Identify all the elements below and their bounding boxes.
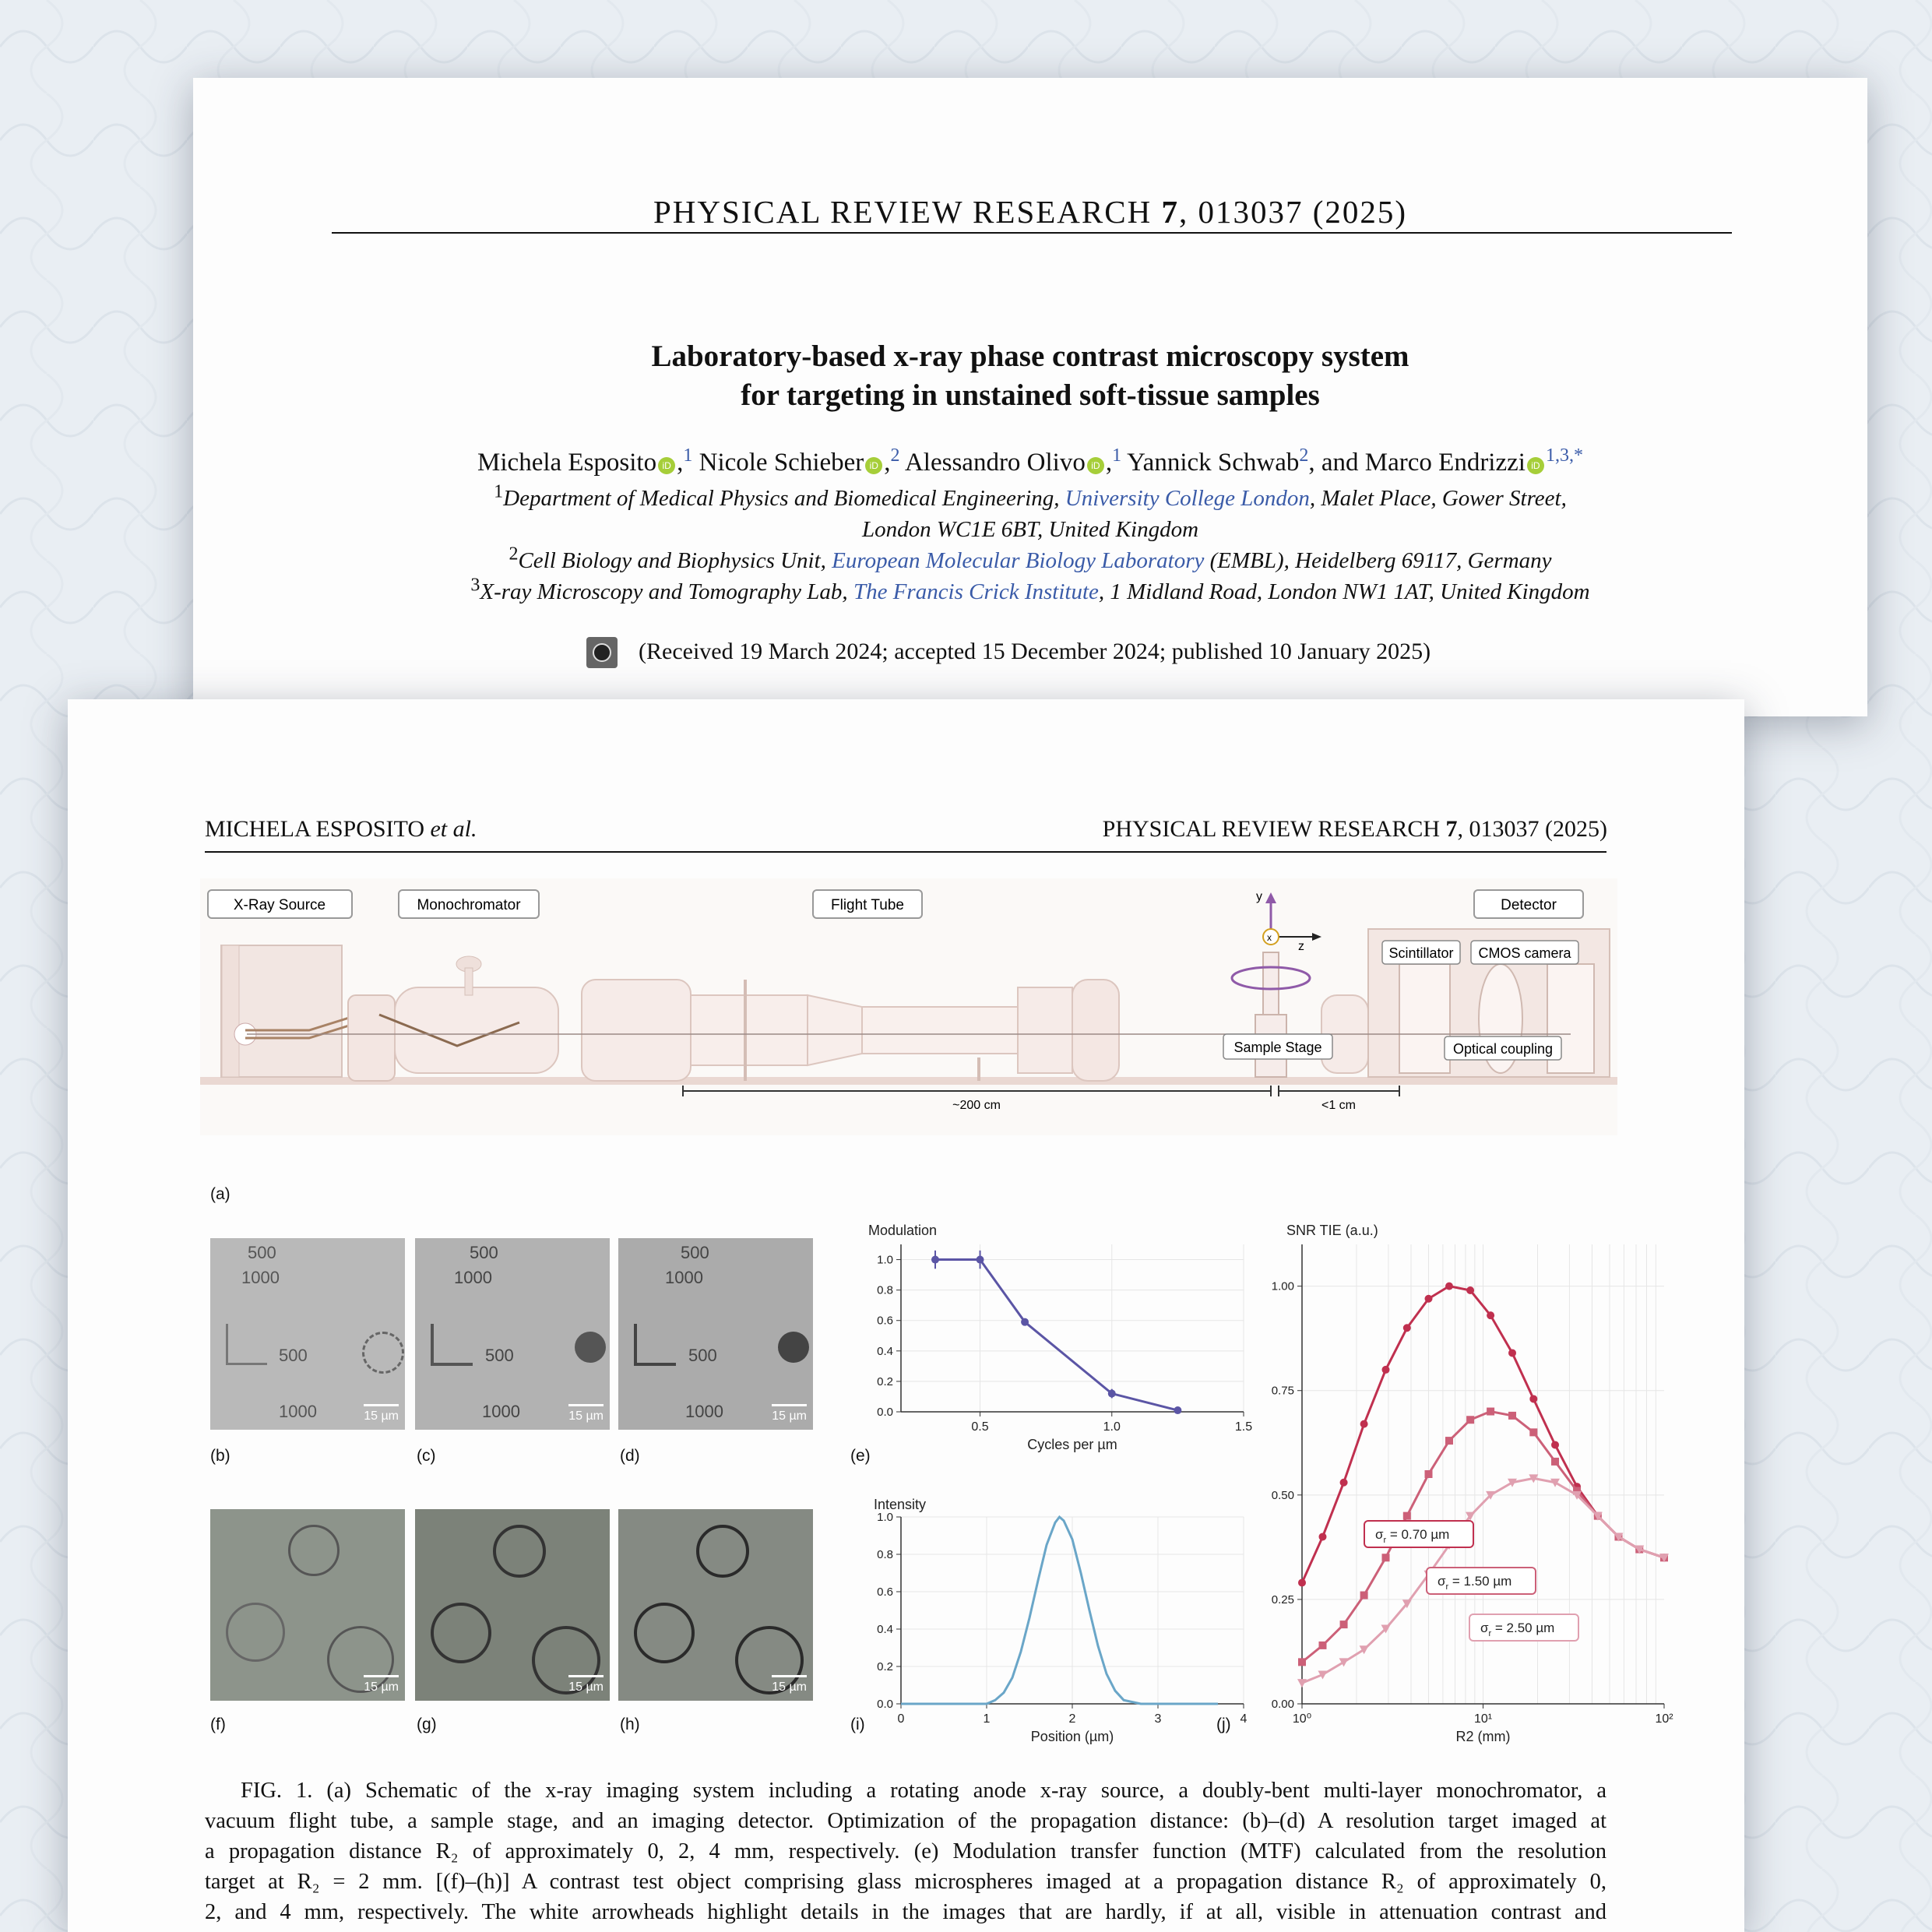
- x-axis-label: R2 (mm): [1455, 1729, 1511, 1744]
- y-tick-label: 0.2: [877, 1660, 893, 1673]
- x-tick-label: 10²: [1655, 1712, 1673, 1726]
- author-3[interactable]: Alessandro Olivo: [904, 449, 1086, 477]
- caption-line: vacuum flight tube, a sample stage, and an imaging detector. Optimization of the propagation distance: (b)–(d) A resolution target imaged at: [205, 1809, 1606, 1833]
- crossmark-icon[interactable]: [586, 637, 618, 668]
- caption-line: FIG. 1. (a) Schematic of the x-ray imaging system including a rotating anode x-ray source, a doubly-bent multi-layer monochromator, a: [241, 1779, 1606, 1803]
- label-sample-stage: [1223, 1034, 1332, 1059]
- data-point: [1318, 1642, 1326, 1649]
- data-point: [1551, 1441, 1559, 1448]
- y-tick-label: 0.0: [877, 1406, 893, 1419]
- x-tick-label: 1.5: [1234, 1420, 1253, 1434]
- data-point: [1340, 1479, 1348, 1487]
- svg-text:Optical coupling: Optical coupling: [1452, 1041, 1554, 1057]
- data-point: [1487, 1311, 1494, 1319]
- affiliation-2: $^2$Cell Biology and Biophysics Unit, European Molecular Biology Laboratory (EMBL), Heidelberg 69117, Germany: [509, 544, 1552, 573]
- caption-line: a propagation distance R₂ of approximately 0, 2, 4 mm, respectively. (e) Modulation transfer function (MTF) calculated from the resolution: [205, 1839, 1606, 1863]
- legend-entry: [1469, 1614, 1578, 1641]
- legend-label: $\sigma_r = 0.70$ µm: [1375, 1527, 1450, 1545]
- author-2[interactable]: Nicole Schieber: [699, 449, 864, 477]
- svg-text:Monochromator: Monochromator: [417, 897, 521, 913]
- panel-label-b: (b): [210, 1447, 231, 1465]
- svg-text:x: x: [1267, 932, 1272, 943]
- svg-text:z: z: [1298, 940, 1304, 953]
- data-point: [1382, 1366, 1390, 1374]
- title-line-2: for targeting in unstained soft-tissue samples: [741, 378, 1320, 412]
- label-flight-tube: [813, 890, 922, 918]
- legend-entry: [1427, 1568, 1536, 1594]
- y-tick-label: 0.6: [877, 1314, 893, 1328]
- journal-article: , 013037 (2025): [1178, 194, 1408, 230]
- label-monochromator: [399, 890, 539, 918]
- running-head-left: MICHELA ESPOSITO et al.: [205, 816, 477, 842]
- orcid-icon[interactable]: iD: [1527, 457, 1544, 474]
- data-point: [1174, 1406, 1181, 1414]
- data-point: [1466, 1286, 1474, 1294]
- x-tick-label: 1.0: [1103, 1420, 1121, 1434]
- author-4[interactable]: Yannick Schwab: [1127, 449, 1300, 477]
- affiliation-link[interactable]: 1: [683, 445, 693, 466]
- y-tick-label: 0.50: [1271, 1488, 1294, 1502]
- journal-name: PHYSICAL REVIEW RESEARCH: [653, 194, 1153, 230]
- data-point: [1508, 1349, 1516, 1357]
- panel-label-c: (c): [417, 1447, 436, 1465]
- y-tick-label: 1.00: [1271, 1279, 1294, 1293]
- label-optical-coupling: [1445, 1036, 1561, 1060]
- crick-link[interactable]: The Francis Crick Institute: [853, 579, 1099, 604]
- data-point: [1403, 1512, 1411, 1520]
- data-point: [1318, 1533, 1326, 1540]
- x-tick-label: 4: [1240, 1712, 1248, 1726]
- x-axis-label: Position (µm): [1030, 1729, 1114, 1744]
- legend-label: $\sigma_r = 1.50$ µm: [1438, 1574, 1512, 1592]
- series-line: [901, 1517, 1218, 1704]
- data-point: [1297, 1679, 1307, 1687]
- resolution-target-b: 500 1000 500 1000 15 µm: [210, 1238, 405, 1430]
- header-rule: [205, 851, 1606, 853]
- y-tick-label: 0.8: [877, 1283, 893, 1297]
- panel-label-a: (a): [210, 1185, 231, 1203]
- y-axis-label: Modulation: [868, 1223, 938, 1238]
- data-point: [1298, 1578, 1306, 1586]
- author-list: Michela Esposito iD ,$^1$ Nicole Schieber iD ,$^2$ Alessandro Olivo iD ,$^1$ Yannick Schwab$^2$, and Marco Endrizzi iD $^{1,3,*}$: [477, 445, 1583, 477]
- data-point: [1021, 1318, 1029, 1326]
- paper-page-figure: [68, 699, 1744, 1932]
- y-tick-label: 0.0: [877, 1698, 893, 1711]
- y-tick-label: 0.6: [877, 1585, 893, 1599]
- data-point: [1425, 1470, 1433, 1478]
- paper-title: [193, 337, 1867, 415]
- affiliation-1: $^1$Department of Medical Physics and Biomedical Engineering, University College London, Malet Place, Gower Street,: [494, 481, 1567, 511]
- title-line-1: Laboratory-based x-ray phase contrast microscopy system: [651, 340, 1409, 373]
- distance-label-200cm: ~200 cm: [952, 1099, 1001, 1112]
- y-tick-label: 0.25: [1271, 1592, 1294, 1606]
- svg-text:Flight Tube: Flight Tube: [831, 897, 904, 913]
- affiliation-link[interactable]: 2: [890, 445, 900, 466]
- series-line: [935, 1260, 1177, 1411]
- microsphere-image-f: 15 µm: [210, 1509, 405, 1701]
- y-tick-label: 0.4: [877, 1623, 893, 1636]
- received-dates: (Received 19 March 2024; accepted 15 December 2024; published 10 January 2025): [639, 639, 1431, 664]
- data-point: [1382, 1554, 1390, 1561]
- panel-label-d: (d): [620, 1447, 640, 1465]
- ucl-link[interactable]: University College London: [1065, 486, 1310, 511]
- svg-text:y: y: [1256, 890, 1262, 903]
- svg-text:Sample Stage: Sample Stage: [1233, 1040, 1322, 1055]
- resolution-target-c: 500 1000 500 1000 15 µm: [415, 1238, 610, 1430]
- panel-label-e: (e): [850, 1447, 871, 1465]
- data-point: [1108, 1390, 1116, 1398]
- svg-text:CMOS camera: CMOS camera: [1478, 945, 1571, 961]
- y-tick-label: 0.2: [877, 1374, 893, 1388]
- journal-volume: 7: [1161, 194, 1179, 230]
- orcid-icon[interactable]: iD: [658, 457, 675, 474]
- x-tick-label: 1: [983, 1712, 991, 1726]
- author-1[interactable]: Michela Esposito: [477, 449, 657, 477]
- affiliation-link[interactable]: 1: [1112, 445, 1122, 466]
- data-point: [1298, 1658, 1306, 1666]
- data-point: [1403, 1324, 1411, 1332]
- data-point: [1360, 1420, 1368, 1428]
- paper-page-front: [193, 78, 1867, 716]
- data-point: [1487, 1408, 1494, 1416]
- microsphere-image-g: 15 µm: [415, 1509, 610, 1701]
- label-cmos-camera: [1471, 941, 1578, 964]
- label-scintillator: [1382, 941, 1460, 964]
- embl-link[interactable]: European Molecular Biology Laboratory: [832, 548, 1205, 573]
- data-point: [1425, 1295, 1433, 1303]
- panel-label-i: (i): [850, 1716, 865, 1733]
- data-point: [1508, 1412, 1516, 1420]
- y-tick-label: 1.0: [877, 1253, 893, 1267]
- figure-caption: [205, 1775, 1606, 1927]
- setup-schematic: [200, 878, 1617, 1135]
- y-axis-label: SNR TIE (a.u.): [1286, 1223, 1378, 1238]
- y-tick-label: 0.8: [877, 1548, 893, 1561]
- x-tick-label: 10⁰: [1292, 1712, 1312, 1726]
- caption-line: 2, and 4 mm, respectively. The white arrowheads highlight details in the images that are hardly, if at all, visible in attenuation contrast and: [205, 1900, 1606, 1924]
- microsphere-image-h: 15 µm: [618, 1509, 813, 1701]
- data-point: [1445, 1437, 1453, 1445]
- legend-entry: [1364, 1521, 1473, 1547]
- y-tick-label: 0.75: [1271, 1384, 1294, 1398]
- label-detector: [1474, 890, 1583, 918]
- data-point: [1445, 1283, 1453, 1290]
- panel-label-j: (j): [1216, 1716, 1231, 1733]
- data-point: [931, 1256, 939, 1264]
- x-tick-label: 0: [897, 1712, 905, 1726]
- journal-header: [193, 193, 1867, 231]
- caption-line: target at R₂ = 2 mm. [(f)–(h)] A contrast test object comprising glass microspheres imaged at a propagation distance R₂ of approximately 0,: [205, 1870, 1606, 1894]
- panel-label-f: (f): [210, 1716, 226, 1733]
- data-point: [977, 1256, 984, 1264]
- label-xray-source: [208, 890, 352, 918]
- x-tick-label: 2: [1068, 1712, 1076, 1726]
- y-tick-label: 1.0: [877, 1511, 893, 1524]
- data-point: [1551, 1458, 1559, 1466]
- x-axis-label: Cycles per µm: [1027, 1437, 1117, 1452]
- affiliation-1-line-2: London WC1E 6BT, United Kingdom: [861, 517, 1199, 542]
- data-point: [1340, 1621, 1348, 1628]
- distance-label-1cm: <1 cm: [1321, 1099, 1357, 1112]
- svg-text:X-Ray Source: X-Ray Source: [233, 897, 326, 913]
- panel-label-h: (h): [620, 1716, 640, 1733]
- affiliation-link[interactable]: 2: [1299, 445, 1309, 466]
- x-tick-label: 10¹: [1473, 1712, 1493, 1726]
- x-tick-label: 0.5: [971, 1420, 989, 1434]
- y-tick-label: 0.00: [1271, 1698, 1294, 1711]
- legend-label: $\sigma_r = 2.50$ µm: [1480, 1621, 1555, 1638]
- x-tick-label: 3: [1154, 1712, 1162, 1726]
- svg-text:Scintillator: Scintillator: [1388, 945, 1454, 961]
- orcid-icon[interactable]: iD: [865, 457, 882, 474]
- y-axis-label: Intensity: [874, 1497, 927, 1512]
- affiliations: [193, 483, 1867, 607]
- affiliation-link[interactable]: 1,3,*: [1545, 445, 1583, 466]
- panel-label-g: (g): [417, 1716, 437, 1733]
- data-point: [1529, 1395, 1537, 1402]
- orcid-icon[interactable]: iD: [1087, 457, 1104, 474]
- header-rule: [332, 232, 1732, 234]
- running-head-right: PHYSICAL REVIEW RESEARCH 7, 013037 (2025): [1102, 816, 1607, 842]
- data-point: [1360, 1592, 1368, 1599]
- y-tick-label: 0.4: [877, 1344, 893, 1358]
- data-point: [1339, 1658, 1349, 1666]
- snr-chart: [1189, 1213, 1687, 1751]
- data-point: [1466, 1416, 1474, 1423]
- data-point: [1529, 1428, 1537, 1436]
- author-5[interactable]: Marco Endrizzi: [1364, 449, 1526, 477]
- svg-text:Detector: Detector: [1501, 897, 1557, 913]
- affiliation-3: $^3$X-ray Microscopy and Tomography Lab, The Francis Crick Institute, 1 Midland Road, London NW1 1AT, United Kingdom: [470, 575, 1590, 604]
- resolution-target-d: 500 1000 500 1000 15 µm: [618, 1238, 813, 1430]
